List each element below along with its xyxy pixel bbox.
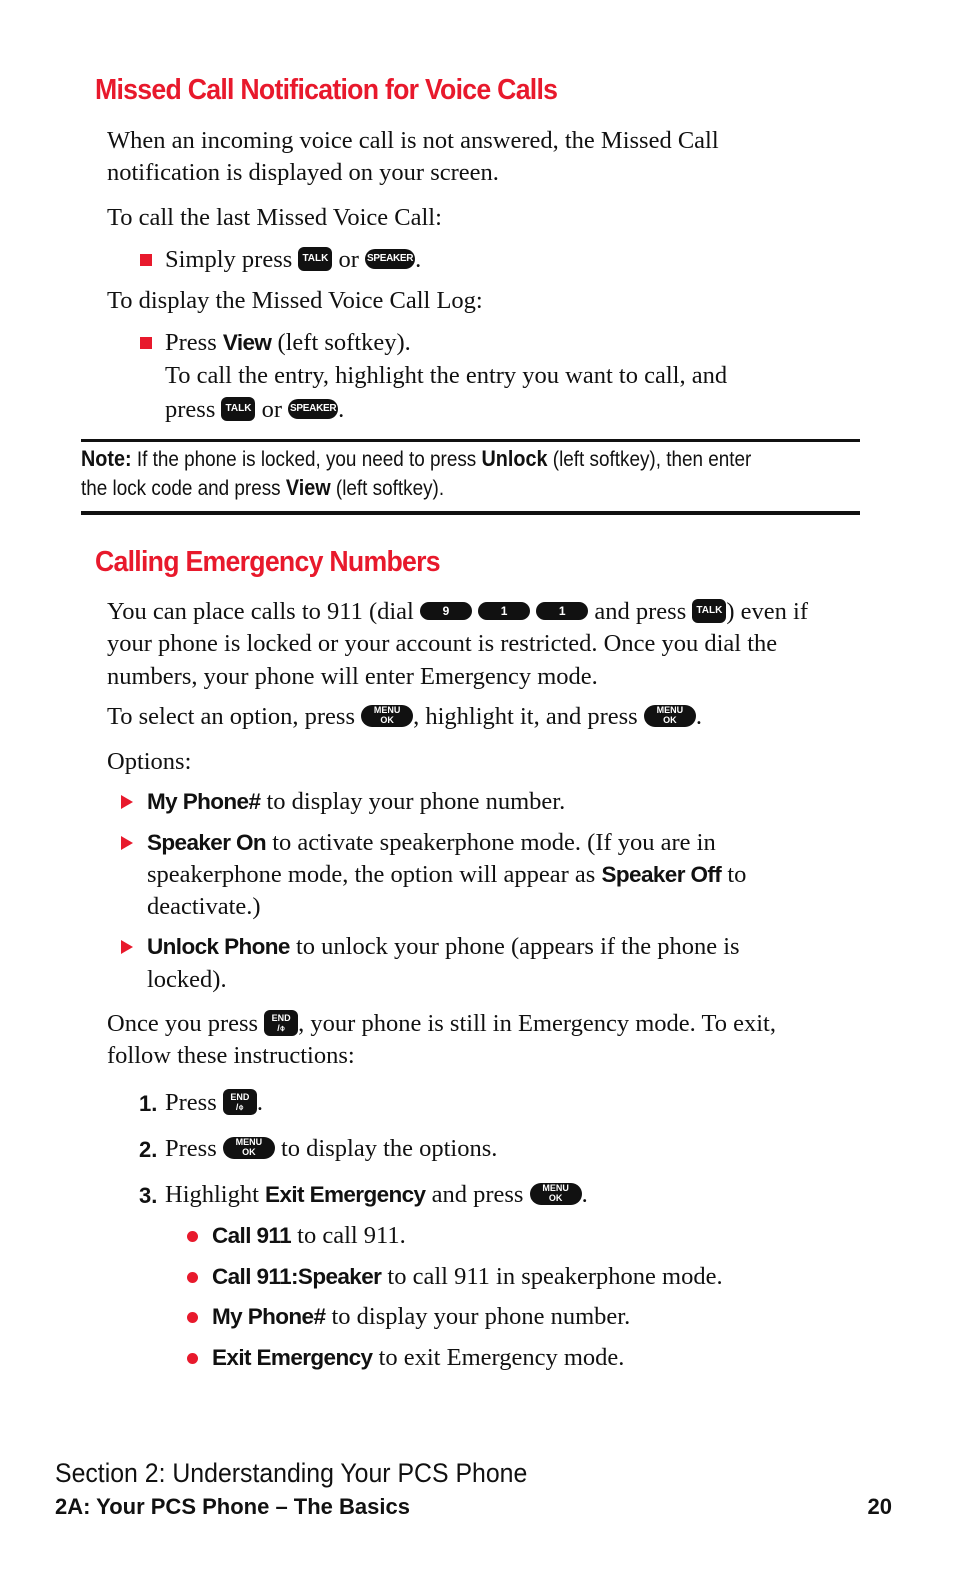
option-text: to unlock your phone (appears if the phone is (295, 933, 740, 960)
menu-key-bottom: OK (242, 1146, 256, 1157)
select-text: To select an option, press (107, 703, 355, 730)
step-1-text (165, 1087, 263, 1120)
exit-emergency-label: Exit Emergency (265, 1182, 426, 1207)
menu-key-top: MENU (542, 1183, 569, 1194)
sub-option-text: to display your phone number. (331, 1303, 631, 1330)
menu-key-top: MENU (235, 1137, 263, 1148)
note-text: the lock code and press (81, 477, 281, 500)
end-key-top: END (271, 1013, 291, 1024)
square-bullet-icon (140, 254, 152, 266)
my-phone-label: My Phone# (147, 789, 261, 814)
dot-bullet-icon (187, 1231, 198, 1242)
p1-text: and press (594, 598, 687, 625)
sub-option-call-911 (212, 1220, 406, 1253)
display-log-label: To display the Missed Voice Call Log: (107, 287, 483, 314)
note-top-rule (81, 439, 860, 442)
menu-ok-key-icon (223, 1137, 275, 1159)
select-text: , highlight it, and press (413, 703, 638, 730)
sub-option-call-911-speaker (212, 1261, 723, 1294)
select-option-line (107, 701, 702, 734)
step-text: to display the options. (280, 1135, 498, 1162)
menu-ok-key-icon (644, 705, 696, 727)
or-text: or (261, 396, 283, 423)
call-entry-line: To call the entry, highlight the entry you want to call, and (165, 362, 728, 389)
sub-option-text: to call 911 in speakerphone mode. (387, 1263, 723, 1290)
period: . (415, 246, 422, 273)
unlock-phone-label: Unlock Phone (147, 934, 290, 959)
simply-press-line (165, 244, 421, 277)
end-key-icon (264, 1010, 298, 1036)
sub-option-exit-emergency (212, 1342, 624, 1375)
talk-key-icon: TALK (692, 599, 726, 623)
section-heading-emergency: Calling Emergency Numbers (95, 546, 440, 578)
step-1-number: 1. (139, 1091, 158, 1116)
unlock-softkey-label: Unlock (481, 446, 548, 471)
option-my-phone (147, 786, 565, 819)
step-3-number: 3. (139, 1183, 158, 1208)
sub-option-text: to exit Emergency mode. (378, 1344, 625, 1371)
once-press-line (107, 1008, 776, 1041)
press-text: press (165, 396, 216, 423)
talk-key-icon: TALK (298, 247, 332, 271)
option-unlock-phone (147, 931, 740, 964)
option-text: to display your phone number. (266, 788, 566, 815)
menu-key-top: MENU (373, 705, 401, 716)
menu-key-bottom: OK (380, 714, 394, 725)
option-unlock-line2: locked). (147, 966, 227, 993)
period: . (256, 1089, 263, 1116)
emergency-p1-line1 (107, 596, 808, 629)
step-3-text (165, 1179, 588, 1212)
dot-bullet-icon (187, 1312, 198, 1323)
triangle-bullet-icon (121, 940, 133, 954)
intro-line-2: notification is displayed on your screen. (107, 159, 499, 186)
talk-key-icon: TALK (221, 397, 255, 421)
press-talk-line (165, 394, 344, 427)
note-label: Note: (81, 446, 132, 471)
intro-line-1: When an incoming voice call is not answered, the Missed Call (107, 127, 719, 154)
menu-ok-key-icon (530, 1183, 582, 1205)
note-text: If the phone is locked, you need to press (136, 448, 477, 471)
triangle-bullet-icon (121, 795, 133, 809)
menu-key-top: MENU (656, 705, 684, 716)
view-softkey-label: View (285, 475, 331, 500)
end-key-bottom: /⌽ (235, 1102, 244, 1113)
option-text: to (727, 861, 747, 888)
view-softkey-label: View (222, 330, 272, 355)
step-2-text (165, 1133, 497, 1166)
my-phone-label: My Phone# (212, 1304, 326, 1329)
nine-key-icon: 9 (420, 602, 472, 620)
section-heading-missed-call: Missed Call Notification for Voice Calls (95, 74, 558, 106)
emergency-p1-line3: numbers, your phone will enter Emergency mode. (107, 663, 598, 690)
note-text: (left softkey). (335, 477, 445, 500)
note-bottom-rule (81, 511, 860, 515)
option-speaker-line3: deactivate.) (147, 893, 261, 920)
once-press-line2: follow these instructions: (107, 1042, 355, 1069)
page-number: 20 (867, 1494, 892, 1519)
speaker-off-label: Speaker Off (601, 862, 722, 887)
or-text: or (338, 246, 359, 273)
call-911-label: Call 911 (212, 1223, 292, 1248)
dot-bullet-icon (187, 1272, 198, 1283)
step-2-number: 2. (139, 1137, 158, 1162)
menu-key-bottom: OK (548, 1192, 563, 1203)
left-softkey-text: (left softkey). (277, 329, 411, 356)
one-key-icon: 1 (478, 602, 530, 620)
option-text: speakerphone mode, the option will appear as (147, 861, 596, 888)
end-key-top: END (230, 1092, 250, 1103)
one-key-icon: 1 (536, 602, 588, 620)
sub-option-text: to call 911. (297, 1222, 406, 1249)
square-bullet-icon (140, 337, 152, 349)
step-text: Highlight (165, 1181, 259, 1208)
options-label: Options: (107, 748, 192, 775)
note-line-1 (81, 445, 751, 475)
period: . (695, 703, 702, 730)
note-text: (left softkey), then enter (552, 448, 752, 471)
period: . (338, 396, 345, 423)
call-last-label: To call the last Missed Voice Call: (107, 204, 442, 231)
triangle-bullet-icon (121, 836, 133, 850)
once-text: , your phone is still in Emergency mode. To exit, (298, 1010, 776, 1037)
option-text: to activate speakerphone mode. (If you are in (272, 829, 716, 856)
menu-key-bottom: OK (663, 714, 677, 725)
footer-section-title: Section 2: Understanding Your PCS Phone (55, 1458, 528, 1488)
speaker-key-icon: SPEAKER (365, 249, 415, 269)
speaker-on-label: Speaker On (147, 830, 267, 855)
simply-press-text: Simply press (165, 246, 293, 273)
period: . (581, 1181, 588, 1208)
step-text: Press (165, 1135, 217, 1162)
once-text: Once you press (107, 1010, 259, 1037)
speaker-key-icon: SPEAKER (288, 399, 338, 419)
step-text: and press (431, 1181, 524, 1208)
step-text: Press (165, 1089, 217, 1116)
option-speaker-on (147, 827, 716, 860)
p1-text: ) even if (726, 598, 808, 625)
note-line-2 (81, 474, 444, 504)
emergency-p1-line2: your phone is locked or your account is restricted. Once you dial the (107, 630, 778, 657)
menu-ok-key-icon (361, 705, 413, 727)
press-text: Press (165, 329, 217, 356)
option-speaker-line2 (147, 859, 746, 892)
press-view-line (165, 327, 411, 360)
end-key-icon (223, 1089, 257, 1115)
dot-bullet-icon (187, 1353, 198, 1364)
call-911-speaker-label: Call 911:Speaker (212, 1264, 382, 1289)
p1-text: You can place calls to 911 (dial (107, 598, 414, 625)
exit-emergency-label: Exit Emergency (212, 1345, 373, 1370)
end-key-bottom: /⌽ (277, 1023, 286, 1034)
footer-chapter-title: 2A: Your PCS Phone – The Basics (55, 1494, 410, 1519)
sub-option-my-phone (212, 1301, 630, 1334)
